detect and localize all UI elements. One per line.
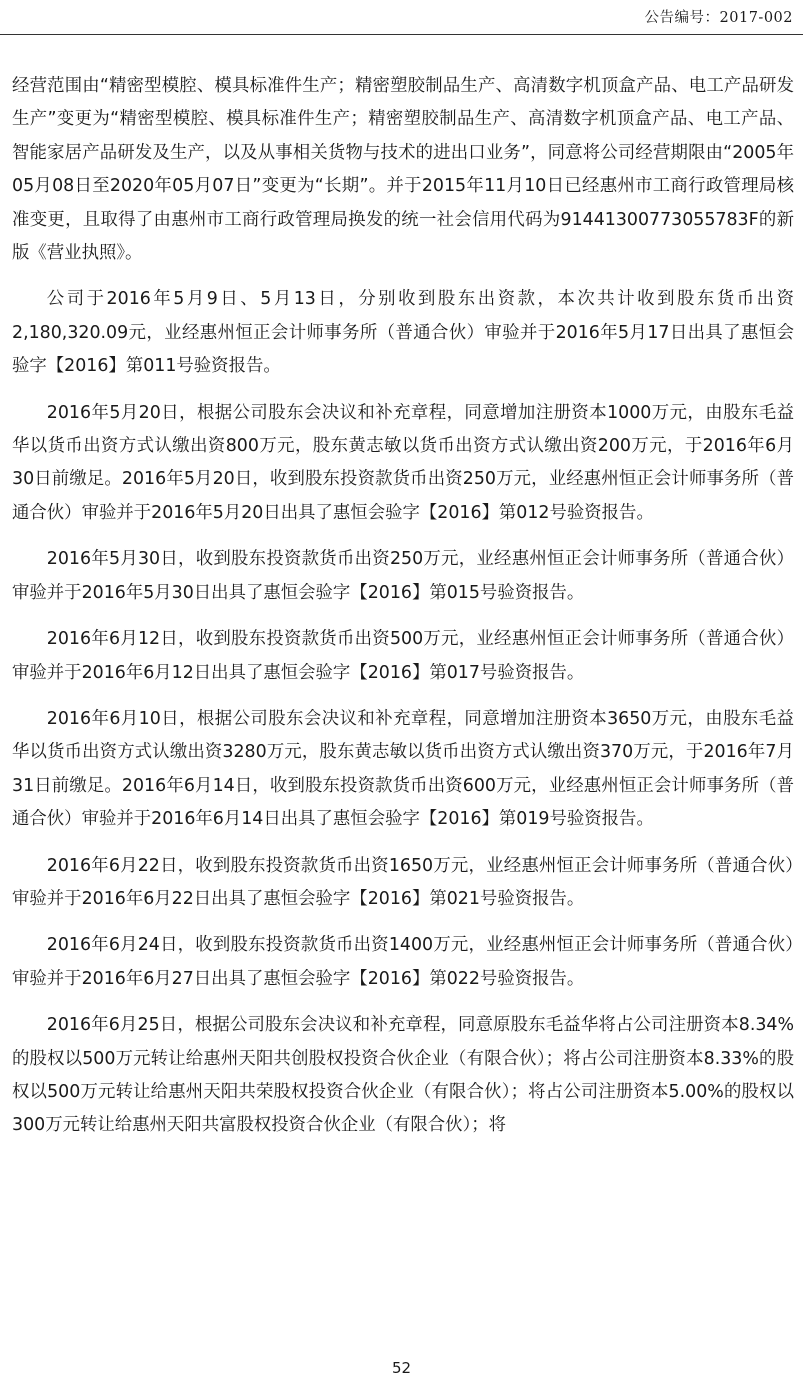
paragraph-capital-increase-1000: 2016年5月20日，根据公司股东会决议和补充章程，同意增加注册资本1000万元，由股东毛益华以货币出资方式认缴出资800万元，股东黄志敏以货币出资方式认缴出资200万元，于2016年6月30日前缴足。2016年5月20日，收到股东投资款货币出资250万元，业经惠州恒正会计师事务所（普通合伙）审验并于2016年5月20日出具了惠恒会验字【2016】第012号验资报告。: [12, 402, 794, 523]
page-number: 52: [391, 1359, 412, 1377]
paragraph-capital-increase-3650: 2016年6月10日，根据公司股东会决议和补充章程，同意增加注册资本3650万元，由股东毛益华以货币出资方式认缴出资3280万元，股东黄志敏以货币出资方式认缴出资370万元，于2016年7月31日前缴足。2016年6月14日，收到股东投资款货币出资600万元，业经惠州恒正会计师事务所（普通合伙）审验并于2016年6月14日出具了惠恒会验字【2016】第019号验资报告。: [12, 708, 794, 830]
paragraph-receipt-0624: 2016年6月24日，收到股东投资款货币出资1400万元，业经惠州恒正会计师事务所（普通合伙）审验并于2016年6月27日出具了惠恒会验字【2016】第022号验资报告。: [12, 935, 794, 989]
announcement-number: 公告编号：2017-002: [644, 10, 793, 26]
paragraph-business-scope: 经营范围由“精密型模腔、模具标准件生产；精密塑胶制品生产、高清数字机顶盒产品、电工产品研发生产”变更为“精密型模腔、模具标准件生产；精密塑胶制品生产、高清数字机顶盒产品、电工产品、智能家居产品研发及生产，以及从事相关货物与技术的进出口业务”，同意将公司经营期限由“2005年05月08日至2020年05月07日”变更为“长期”。并于2015年11月10日已经惠州市工商行政管理局核准变更，且取得了由惠州市工商行政管理局换发的统一社会信用代码为91441300773055783F的新版《营业执照》。: [12, 76, 794, 264]
paragraph-capital-receipt: 公司于2016年5月9日、5月13日，分别收到股东出资款，本次共计收到股东货币出资2,180,320.09元，业经惠州恒正会计师事务所（普通合伙）审验并于2016年5月17日出具了惠恒会验字【2016】第011号验资报告。: [12, 289, 794, 377]
paragraph-receipt-0622: 2016年6月22日，收到股东投资款货币出资1650万元，业经惠州恒正会计师事务所（普通合伙）审验并于2016年6月22日出具了惠恒会验字【2016】第021号验资报告。: [12, 855, 794, 909]
paragraph-equity-transfer: 2016年6月25日，根据公司股东会决议和补充章程，同意原股东毛益华将占公司注册资本8.34%的股权以500万元转让给惠州天阳共创股权投资合伙企业（有限合伙）；将占公司注册资本8.33%的股权以500万元转让给惠州天阳共荣股权投资合伙企业（有限合伙）；将占公司注册资本5.00%的股权以300万元转让给惠州天阳共富股权投资合伙企业（有限合伙）；将: [12, 1015, 794, 1136]
document-body: [12, 70, 794, 1156]
page-header: [0, 0, 803, 35]
paragraph-receipt-0530: 2016年5月30日，收到股东投资款货币出资250万元，业经惠州恒正会计师事务所（普通合伙）审验并于2016年5月30日出具了惠恒会验字【2016】第015号验资报告。: [12, 549, 794, 603]
paragraph-receipt-0612: 2016年6月12日，收到股东投资款货币出资500万元，业经惠州恒正会计师事务所（普通合伙）审验并于2016年6月12日出具了惠恒会验字【2016】第017号验资报告。: [12, 629, 794, 683]
